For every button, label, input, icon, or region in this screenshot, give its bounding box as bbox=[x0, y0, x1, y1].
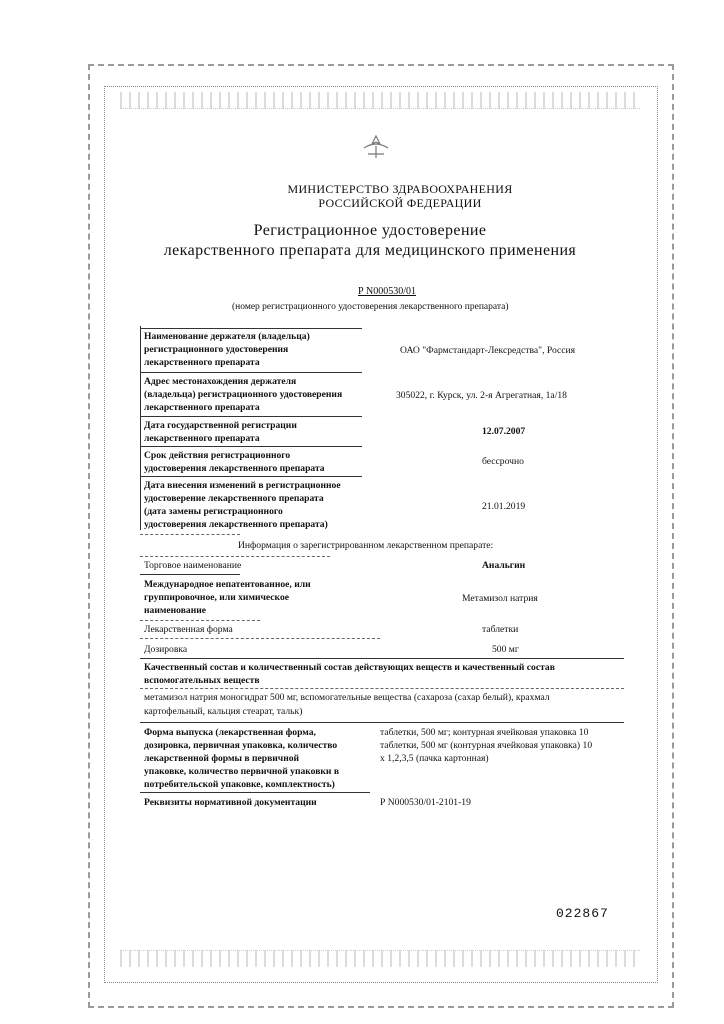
trade-name-label: Торговое наименование bbox=[144, 560, 242, 571]
document-title-line-1: Регистрационное удостоверение bbox=[253, 222, 487, 239]
ministry-line-2: РОССИЙСКОЙ ФЕДЕРАЦИИ bbox=[318, 196, 482, 210]
holder-row-divider bbox=[140, 416, 362, 417]
ornament-band-bottom bbox=[120, 950, 640, 967]
registration-number: Р N000530/01 bbox=[358, 286, 417, 297]
normative-value: Р N000530/01-2101-19 bbox=[380, 797, 471, 808]
emblem-ornament-icon bbox=[356, 132, 396, 162]
holder-row-divider bbox=[140, 372, 362, 373]
registration-date-value: 12.07.2007 bbox=[482, 426, 526, 437]
normative-label: Реквизиты нормативной документации bbox=[144, 797, 317, 808]
amendment-date-value: 21.01.2019 bbox=[482, 501, 526, 512]
document-title-line-2: лекарственного препарата для медицинского применения bbox=[163, 242, 577, 259]
dosage-value: 500 мг bbox=[492, 644, 519, 655]
section-divider bbox=[140, 534, 240, 535]
ministry-line-1: МИНИСТЕРСТВО ЗДРАВООХРАНЕНИЯ bbox=[287, 182, 513, 196]
holder-row-divider bbox=[140, 446, 362, 447]
dosage-form-label: Лекарственная форма bbox=[144, 624, 233, 635]
holder-address-value: 305022, г. Курск, ул. 2-я Агрегатная, 1а/18 bbox=[396, 390, 567, 401]
composition-divider bbox=[140, 688, 624, 689]
holder-row-divider bbox=[140, 476, 362, 477]
inn-label: Международное непатентованное, или группировочное, или химическое наименование bbox=[144, 579, 311, 616]
release-form-divider bbox=[140, 722, 624, 723]
composition-label: Качественный состав и количественный состав действующих веществ и качественный состав вспомогательных веществ bbox=[144, 662, 555, 686]
release-form-value: таблетки, 500 мг; контурная ячейковая упаковка 10 таблетки, 500 мг (контурная ячейковая упаковка) 10 х 1,2,3,5 (пачка картонная) bbox=[380, 727, 593, 764]
holder-name-value: ОАО "Фармстандарт-Лексредства", Россия bbox=[400, 345, 576, 356]
drug-row-divider bbox=[140, 574, 240, 575]
inn-value: Метамизол натрия bbox=[462, 593, 538, 604]
registration-number-caption: (номер регистрационного удостоверения лекарственного препарата) bbox=[232, 302, 509, 312]
dosage-form-value: таблетки bbox=[482, 624, 519, 635]
composition-text: метамизол натрия моногидрат 500 мг, вспомогательные вещества (сахароза (сахар белый), крахмал картофельный, кальция стеарат, тальк) bbox=[144, 692, 550, 717]
drug-row-divider bbox=[140, 556, 330, 557]
drug-row-divider bbox=[140, 638, 380, 639]
drug-info-section-title: Информация о зарегистрированном лекарственном препарате: bbox=[238, 540, 494, 551]
holder-row-divider bbox=[140, 328, 362, 329]
amendment-date-label: Дата внесения изменений в регистрационное удостоверение лекарственного препарата (дата замены регистрационного удостоверения лекарственного препарата) bbox=[144, 480, 341, 530]
drug-row-divider bbox=[140, 620, 260, 621]
serial-number: 022867 bbox=[556, 906, 609, 921]
dosage-label: Дозировка bbox=[144, 644, 188, 655]
release-form-label: Форма выпуска (лекарственная форма, дозировка, первичная упаковка, количество лекарственной формы в первичной упаковке, количество первичной упаковки в потребительской упаковке, комплектность) bbox=[144, 727, 340, 790]
normative-divider bbox=[140, 792, 370, 793]
holder-address-label: Адрес местонахождения держателя (владельца) регистрационного удостоверения лекарственного препарата bbox=[144, 376, 343, 413]
holder-name-label: Наименование держателя (владельца) регистрационного удостоверения лекарственного препарата bbox=[144, 331, 310, 368]
trade-name-value: Анальгин bbox=[482, 560, 526, 571]
ornament-band-top bbox=[120, 92, 640, 109]
validity-value: бессрочно bbox=[482, 456, 524, 467]
composition-divider bbox=[140, 658, 624, 659]
registration-date-label: Дата государственной регистрации лекарственного препарата bbox=[144, 420, 297, 444]
holder-table-left-border bbox=[140, 326, 141, 530]
validity-label: Срок действия регистрационного удостоверения лекарственного препарата bbox=[144, 450, 325, 474]
